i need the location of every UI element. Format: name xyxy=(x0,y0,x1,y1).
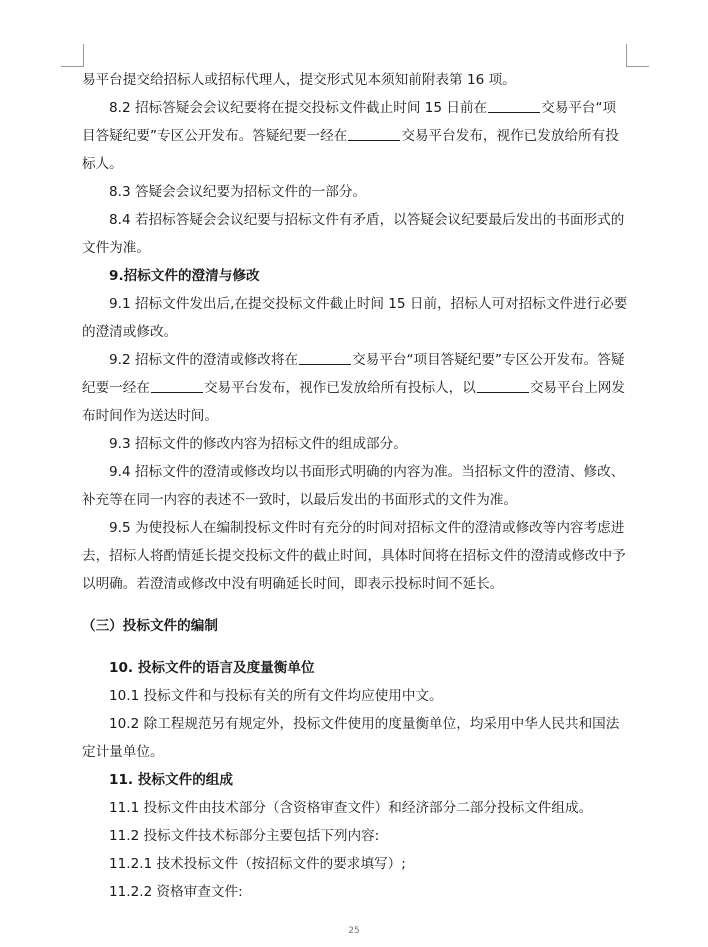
document-body xyxy=(82,66,628,906)
spacer xyxy=(82,598,628,612)
margin-corner-mark-right xyxy=(626,44,649,67)
paragraph-8-2 xyxy=(82,94,628,178)
paragraph-11-2-1: 11.2.1 技术投标文件（按招标文件的要求填写）; xyxy=(109,856,406,872)
heading-9: 9.招标文件的澄清与修改 xyxy=(109,268,260,284)
section-heading-3: （三）投标文件的编制 xyxy=(82,618,218,634)
paragraph-10-1: 10.1 投标文件和与投标有关的所有文件均应使用中文。 xyxy=(109,688,443,704)
paragraph-11-1: 11.1 投标文件由技术部分（含资格审查文件）和经济部分二部分投标文件组成。 xyxy=(109,800,593,816)
paragraph-11-2: 11.2 投标文件技术标部分主要包括下列内容: xyxy=(109,828,380,844)
paragraph-10-2: 10.2 除工程规范另有规定外，投标文件使用的度量衡单位，均采用中华人民共和国法定计量单位。 xyxy=(82,716,620,760)
heading-11: 11. 投标文件的组成 xyxy=(109,772,233,788)
paragraph-8-4: 8.4 若招标答疑会会议纪要与招标文件有矛盾，以答疑会议纪要最后发出的书面形式的文件为准。 xyxy=(82,212,625,256)
paragraph-9-1: 9.1 招标文件发出后,在提交投标文件截止时间 15 日前，招标人可对招标文件进行必要的澄清或修改。 xyxy=(82,296,628,340)
blank-line xyxy=(348,126,400,141)
paragraph-11-2-2: 11.2.2 资格审查文件: xyxy=(109,884,243,900)
paragraph-9-2 xyxy=(82,346,628,430)
blank-line xyxy=(477,378,529,393)
paragraph: 易平台提交给招标人或招标代理人，提交形式见本须知前附表第 16 项。 xyxy=(82,72,516,88)
text-run: 交易平台发布，视作已发放给所有投标人。 xyxy=(82,128,619,172)
text-run: 8.2 招标答疑会会议纪要将在提交投标文件截止时间 15 日前在 xyxy=(109,100,488,116)
page-number: 25 xyxy=(348,926,360,936)
text-run: 交易平台“项目答疑纪要”专区公开发布。答疑纪要一经在 xyxy=(82,100,617,144)
text-run: 9.2 招标文件的澄清或修改将在 xyxy=(109,352,299,368)
heading-10: 10. 投标文件的语言及度量衡单位 xyxy=(109,660,315,676)
paragraph-9-3: 9.3 招标文件的修改内容为招标文件的组成部分。 xyxy=(109,436,407,452)
text-run: 交易平台发布，视作已发放给所有投标人，以 xyxy=(203,380,476,396)
blank-line xyxy=(488,98,540,113)
paragraph-8-3: 8.3 答疑会会议纪要为招标文件的一部分。 xyxy=(109,184,367,200)
margin-corner-mark-left xyxy=(61,44,84,67)
text-run: 交易平台“项目答疑纪要”专区公开发布。答疑纪要一经在 xyxy=(82,352,625,396)
paragraph-9-5: 9.5 为使投标人在编制投标文件时有充分的时间对招标文件的澄清或修改等内容考虑进去，招标人将酌情延长提交投标文件的截止时间，具体时间将在招标文件的澄清或修改中予以明确。若澄清或修改中没有明确延长时间，即表示投标时间不延长。 xyxy=(82,520,626,592)
spacer xyxy=(82,640,628,654)
blank-line xyxy=(299,350,351,365)
paragraph-9-4: 9.4 招标文件的澄清或修改均以书面形式明确的内容为准。当招标文件的澄清、修改、补充等在同一内容的表述不一致时，以最后发出的书面形式的文件为准。 xyxy=(82,464,625,508)
blank-line xyxy=(151,378,203,393)
text-run: 交易平台上网发布时间作为送达时间。 xyxy=(82,380,625,424)
